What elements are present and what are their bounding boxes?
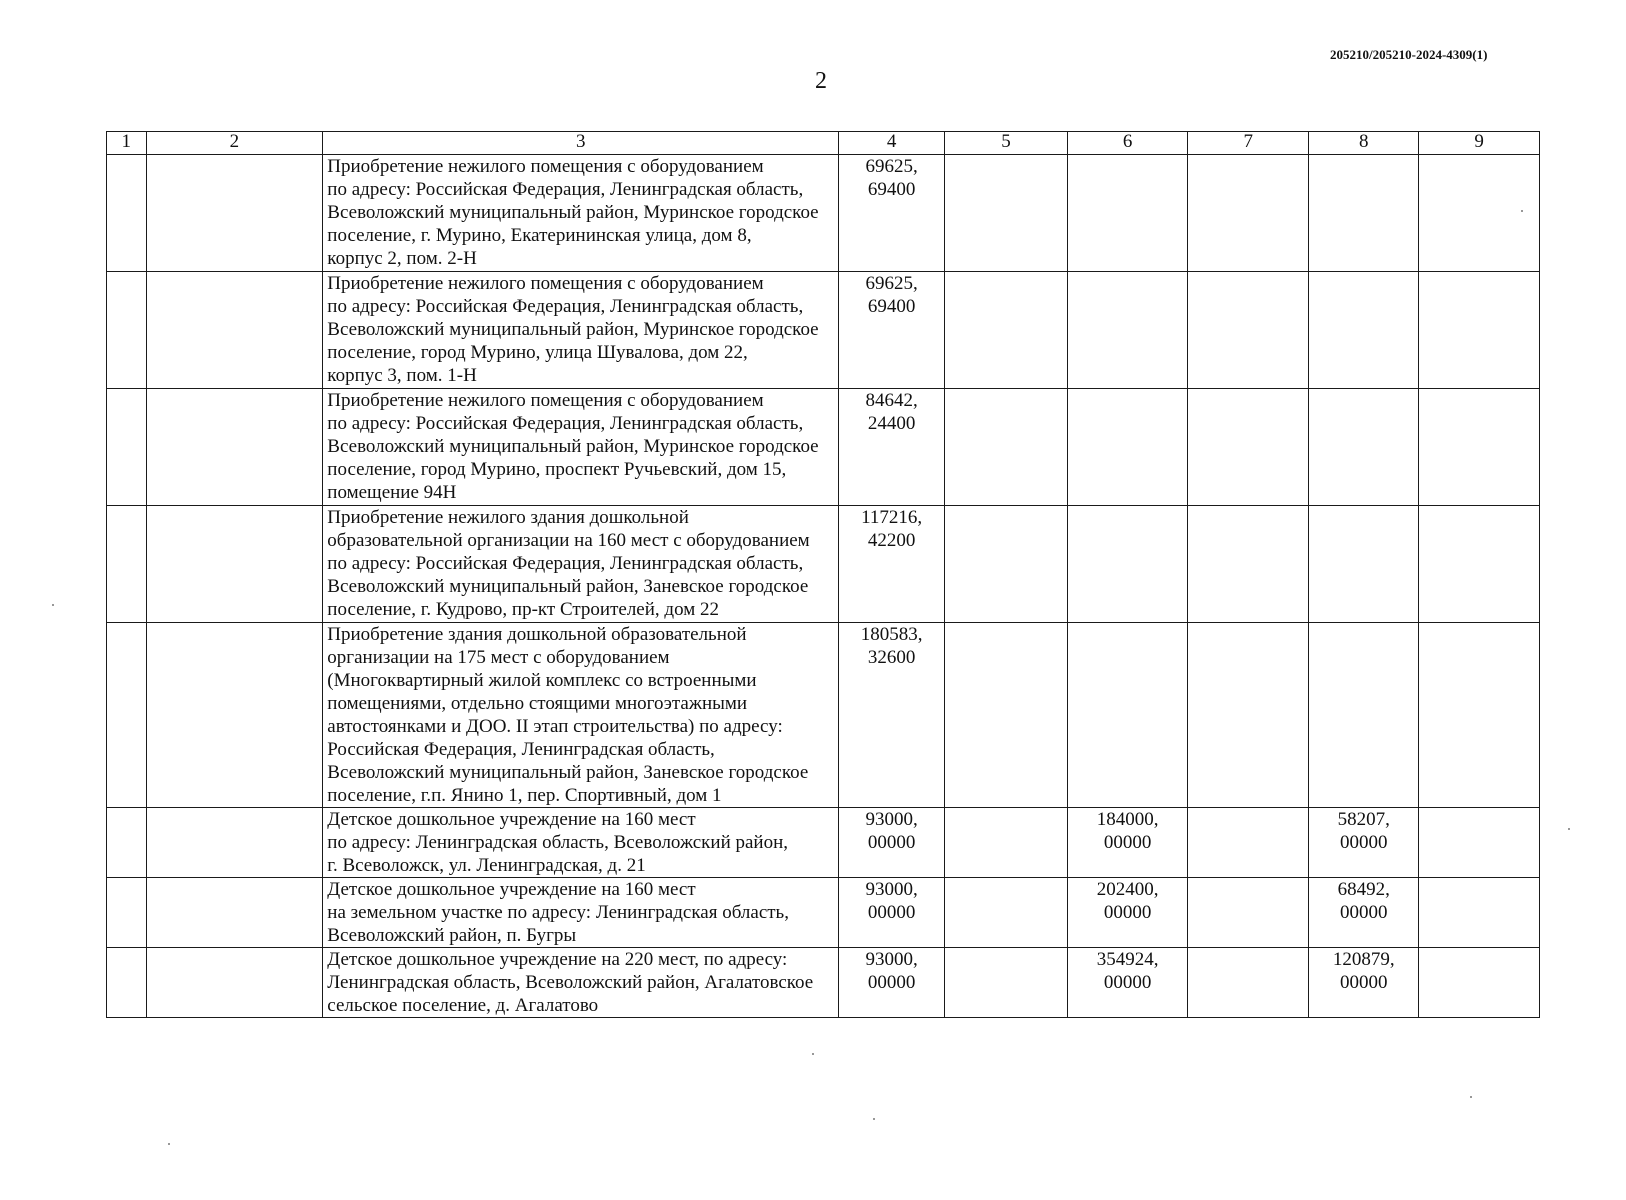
column-header-4: 4	[839, 132, 945, 155]
cell-c5	[945, 272, 1068, 389]
description-line: корпус 3, пом. 1-Н	[327, 365, 477, 386]
cell-c8	[1309, 506, 1419, 623]
description-line: по адресу: Российская Федерация, Ленинградская область,	[327, 296, 804, 317]
value-line: 354924,	[1096, 949, 1159, 970]
description-line: Приобретение здания дошкольной образовательной	[327, 624, 747, 645]
cell-c7	[1188, 272, 1309, 389]
cell-c9	[1419, 623, 1540, 808]
cell-c6	[1067, 808, 1188, 878]
description-line: (Многоквартирный жилой комплекс со встроенными	[327, 670, 757, 691]
description-line: организации на 175 мест с оборудованием	[327, 647, 670, 668]
cell-c8	[1309, 948, 1419, 1018]
table-row	[107, 623, 1540, 808]
document-id: 205210/205210-2024-4309(1)	[1330, 47, 1488, 62]
column-header-8: 8	[1309, 132, 1419, 155]
cell-c5	[945, 155, 1068, 272]
cell-c7	[1188, 878, 1309, 948]
cell-col2	[146, 878, 323, 948]
cell-c6	[1067, 389, 1188, 506]
cell-c4	[839, 948, 945, 1018]
cell-c5	[945, 948, 1068, 1018]
cell-c8	[1309, 623, 1419, 808]
description-line: поселение, город Мурино, проспект Ручьевский, дом 15,	[327, 459, 787, 480]
value-line: 00000	[1339, 832, 1388, 853]
value-line: 00000	[1103, 902, 1152, 923]
column-header-1: 1	[107, 132, 147, 155]
cell-description	[323, 155, 839, 272]
cell-c6	[1067, 272, 1188, 389]
cell-c7	[1188, 389, 1309, 506]
description-line: поселение, г.п. Янино 1, пер. Спортивный, дом 1	[327, 785, 722, 806]
description-line: Всеволожский муниципальный район, Муринское городское	[327, 319, 819, 340]
description-line: поселение, г. Мурино, Екатерининская улица, дом 8,	[327, 225, 752, 246]
table-row	[107, 155, 1540, 272]
cell-description	[323, 878, 839, 948]
value-line: 32600	[867, 647, 916, 668]
cell-description	[323, 272, 839, 389]
value-line: 00000	[1339, 972, 1388, 993]
cell-c6	[1067, 623, 1188, 808]
value-line: 24400	[867, 413, 916, 434]
cell-c6	[1067, 506, 1188, 623]
value-line: 93000,	[865, 809, 918, 830]
cell-col1	[107, 155, 147, 272]
cell-col2	[146, 155, 323, 272]
cell-col1	[107, 389, 147, 506]
description-line: Детское дошкольное учреждение на 220 мест, по адресу:	[327, 949, 788, 970]
scan-speck	[873, 1118, 875, 1120]
cell-col1	[107, 878, 147, 948]
description-line: по адресу: Ленинградская область, Всеволожский район,	[327, 832, 789, 853]
cell-c6	[1067, 155, 1188, 272]
cell-c7	[1188, 623, 1309, 808]
description-line: Всеволожский муниципальный район, Заневское городское	[327, 576, 809, 597]
cell-description	[323, 948, 839, 1018]
description-line: на земельном участке по адресу: Ленинградская область,	[327, 902, 789, 923]
cell-c4	[839, 623, 945, 808]
column-header-7: 7	[1188, 132, 1309, 155]
cell-c8	[1309, 808, 1419, 878]
description-line: Детское дошкольное учреждение на 160 мест	[327, 809, 696, 830]
table-row	[107, 808, 1540, 878]
value-line: 68492,	[1337, 879, 1390, 900]
value-line: 00000	[1103, 972, 1152, 993]
cell-c7	[1188, 155, 1309, 272]
cell-c8	[1309, 155, 1419, 272]
value-line: 180583,	[860, 624, 923, 645]
cell-col1	[107, 948, 147, 1018]
column-header-6: 6	[1067, 132, 1188, 155]
value-line: 184000,	[1096, 809, 1159, 830]
column-header-5: 5	[945, 132, 1068, 155]
value-line: 117216,	[861, 507, 923, 528]
cell-c5	[945, 878, 1068, 948]
table-body	[107, 132, 1540, 1018]
table-row	[107, 948, 1540, 1018]
cell-c6	[1067, 948, 1188, 1018]
table-row	[107, 506, 1540, 623]
description-line: сельское поселение, д. Агалатово	[327, 995, 599, 1016]
cell-description	[323, 506, 839, 623]
value-line: 00000	[867, 832, 916, 853]
value-line: 120879,	[1332, 949, 1395, 970]
value-line: 69400	[867, 296, 916, 317]
value-line: 93000,	[865, 879, 918, 900]
column-header-3: 3	[323, 132, 839, 155]
description-line: г. Всеволожск, ул. Ленинградская, д. 21	[327, 855, 646, 876]
cell-c8	[1309, 272, 1419, 389]
cell-description	[323, 389, 839, 506]
cell-c5	[945, 623, 1068, 808]
header-row	[107, 132, 1540, 155]
cell-c9	[1419, 948, 1540, 1018]
cell-col2	[146, 948, 323, 1018]
cell-c6	[1067, 878, 1188, 948]
cell-c5	[945, 506, 1068, 623]
scan-speck	[1470, 1096, 1472, 1098]
cell-c8	[1309, 878, 1419, 948]
cell-c4	[839, 155, 945, 272]
cell-c4	[839, 506, 945, 623]
cell-col1	[107, 623, 147, 808]
table-row	[107, 272, 1540, 389]
description-line: поселение, город Мурино, улица Шувалова, дом 22,	[327, 342, 748, 363]
cell-col2	[146, 808, 323, 878]
cell-description	[323, 623, 839, 808]
cell-c5	[945, 808, 1068, 878]
scan-speck	[1568, 828, 1570, 830]
cell-c4	[839, 808, 945, 878]
cell-c4	[839, 272, 945, 389]
description-line: по адресу: Российская Федерация, Ленинградская область,	[327, 179, 804, 200]
value-line: 00000	[1103, 832, 1152, 853]
cell-c4	[839, 389, 945, 506]
description-line: помещениями, отдельно стоящими многоэтажными	[327, 693, 748, 714]
table-row	[107, 878, 1540, 948]
cell-c4	[839, 878, 945, 948]
cell-c9	[1419, 808, 1540, 878]
column-header-9: 9	[1419, 132, 1540, 155]
description-line: Всеволожский муниципальный район, Заневское городское	[327, 762, 809, 783]
scan-speck	[168, 1143, 170, 1145]
value-line: 42200	[867, 530, 916, 551]
cell-col1	[107, 808, 147, 878]
description-line: поселение, г. Кудрово, пр-кт Строителей, дом 22	[327, 599, 719, 620]
description-line: автостоянками и ДОО. II этап строительства) по адресу:	[327, 716, 783, 737]
description-line: Ленинградская область, Всеволожский район, Агалатовское	[327, 972, 814, 993]
value-line: 69625,	[865, 156, 918, 177]
cell-c9	[1419, 878, 1540, 948]
description-line: Всеволожский муниципальный район, Муринское городское	[327, 202, 819, 223]
cell-description	[323, 808, 839, 878]
cell-col2	[146, 623, 323, 808]
cell-c5	[945, 389, 1068, 506]
scan-speck	[52, 604, 54, 606]
cell-col2	[146, 506, 323, 623]
page-number: 2	[815, 68, 827, 94]
value-line: 93000,	[865, 949, 918, 970]
cell-col1	[107, 272, 147, 389]
description-line: Приобретение нежилого помещения с оборудованием	[327, 156, 764, 177]
data-table	[106, 131, 1540, 1018]
description-line: Российская Федерация, Ленинградская область,	[327, 739, 715, 760]
description-line: Детское дошкольное учреждение на 160 мест	[327, 879, 696, 900]
value-line: 69400	[867, 179, 916, 200]
cell-col2	[146, 389, 323, 506]
description-line: по адресу: Российская Федерация, Ленинградская область,	[327, 413, 804, 434]
description-line: Приобретение нежилого здания дошкольной	[327, 507, 689, 528]
cell-c7	[1188, 808, 1309, 878]
description-line: Приобретение нежилого помещения с оборудованием	[327, 273, 764, 294]
description-line: образовательной организации на 160 мест с оборудованием	[327, 530, 810, 551]
value-line: 69625,	[865, 273, 918, 294]
column-header-2: 2	[146, 132, 323, 155]
description-line: Всеволожский муниципальный район, Муринское городское	[327, 436, 819, 457]
cell-c9	[1419, 389, 1540, 506]
description-line: Всеволожский район, п. Бугры	[327, 925, 577, 946]
cell-c9	[1419, 506, 1540, 623]
cell-c8	[1309, 389, 1419, 506]
cell-c7	[1188, 948, 1309, 1018]
value-line: 00000	[867, 902, 916, 923]
description-line: Приобретение нежилого помещения с оборудованием	[327, 390, 764, 411]
cell-c9	[1419, 155, 1540, 272]
value-line: 202400,	[1096, 879, 1159, 900]
description-line: корпус 2, пом. 2-Н	[327, 248, 477, 269]
scan-speck	[812, 1053, 814, 1055]
cell-col1	[107, 506, 147, 623]
value-line: 00000	[867, 972, 916, 993]
cell-col2	[146, 272, 323, 389]
description-line: помещение 94Н	[327, 482, 457, 503]
value-line: 00000	[1339, 902, 1388, 923]
value-line: 58207,	[1337, 809, 1390, 830]
scan-speck	[1521, 210, 1523, 212]
cell-c7	[1188, 506, 1309, 623]
description-line: по адресу: Российская Федерация, Ленинградская область,	[327, 553, 804, 574]
table-row	[107, 389, 1540, 506]
value-line: 84642,	[865, 390, 918, 411]
cell-c9	[1419, 272, 1540, 389]
